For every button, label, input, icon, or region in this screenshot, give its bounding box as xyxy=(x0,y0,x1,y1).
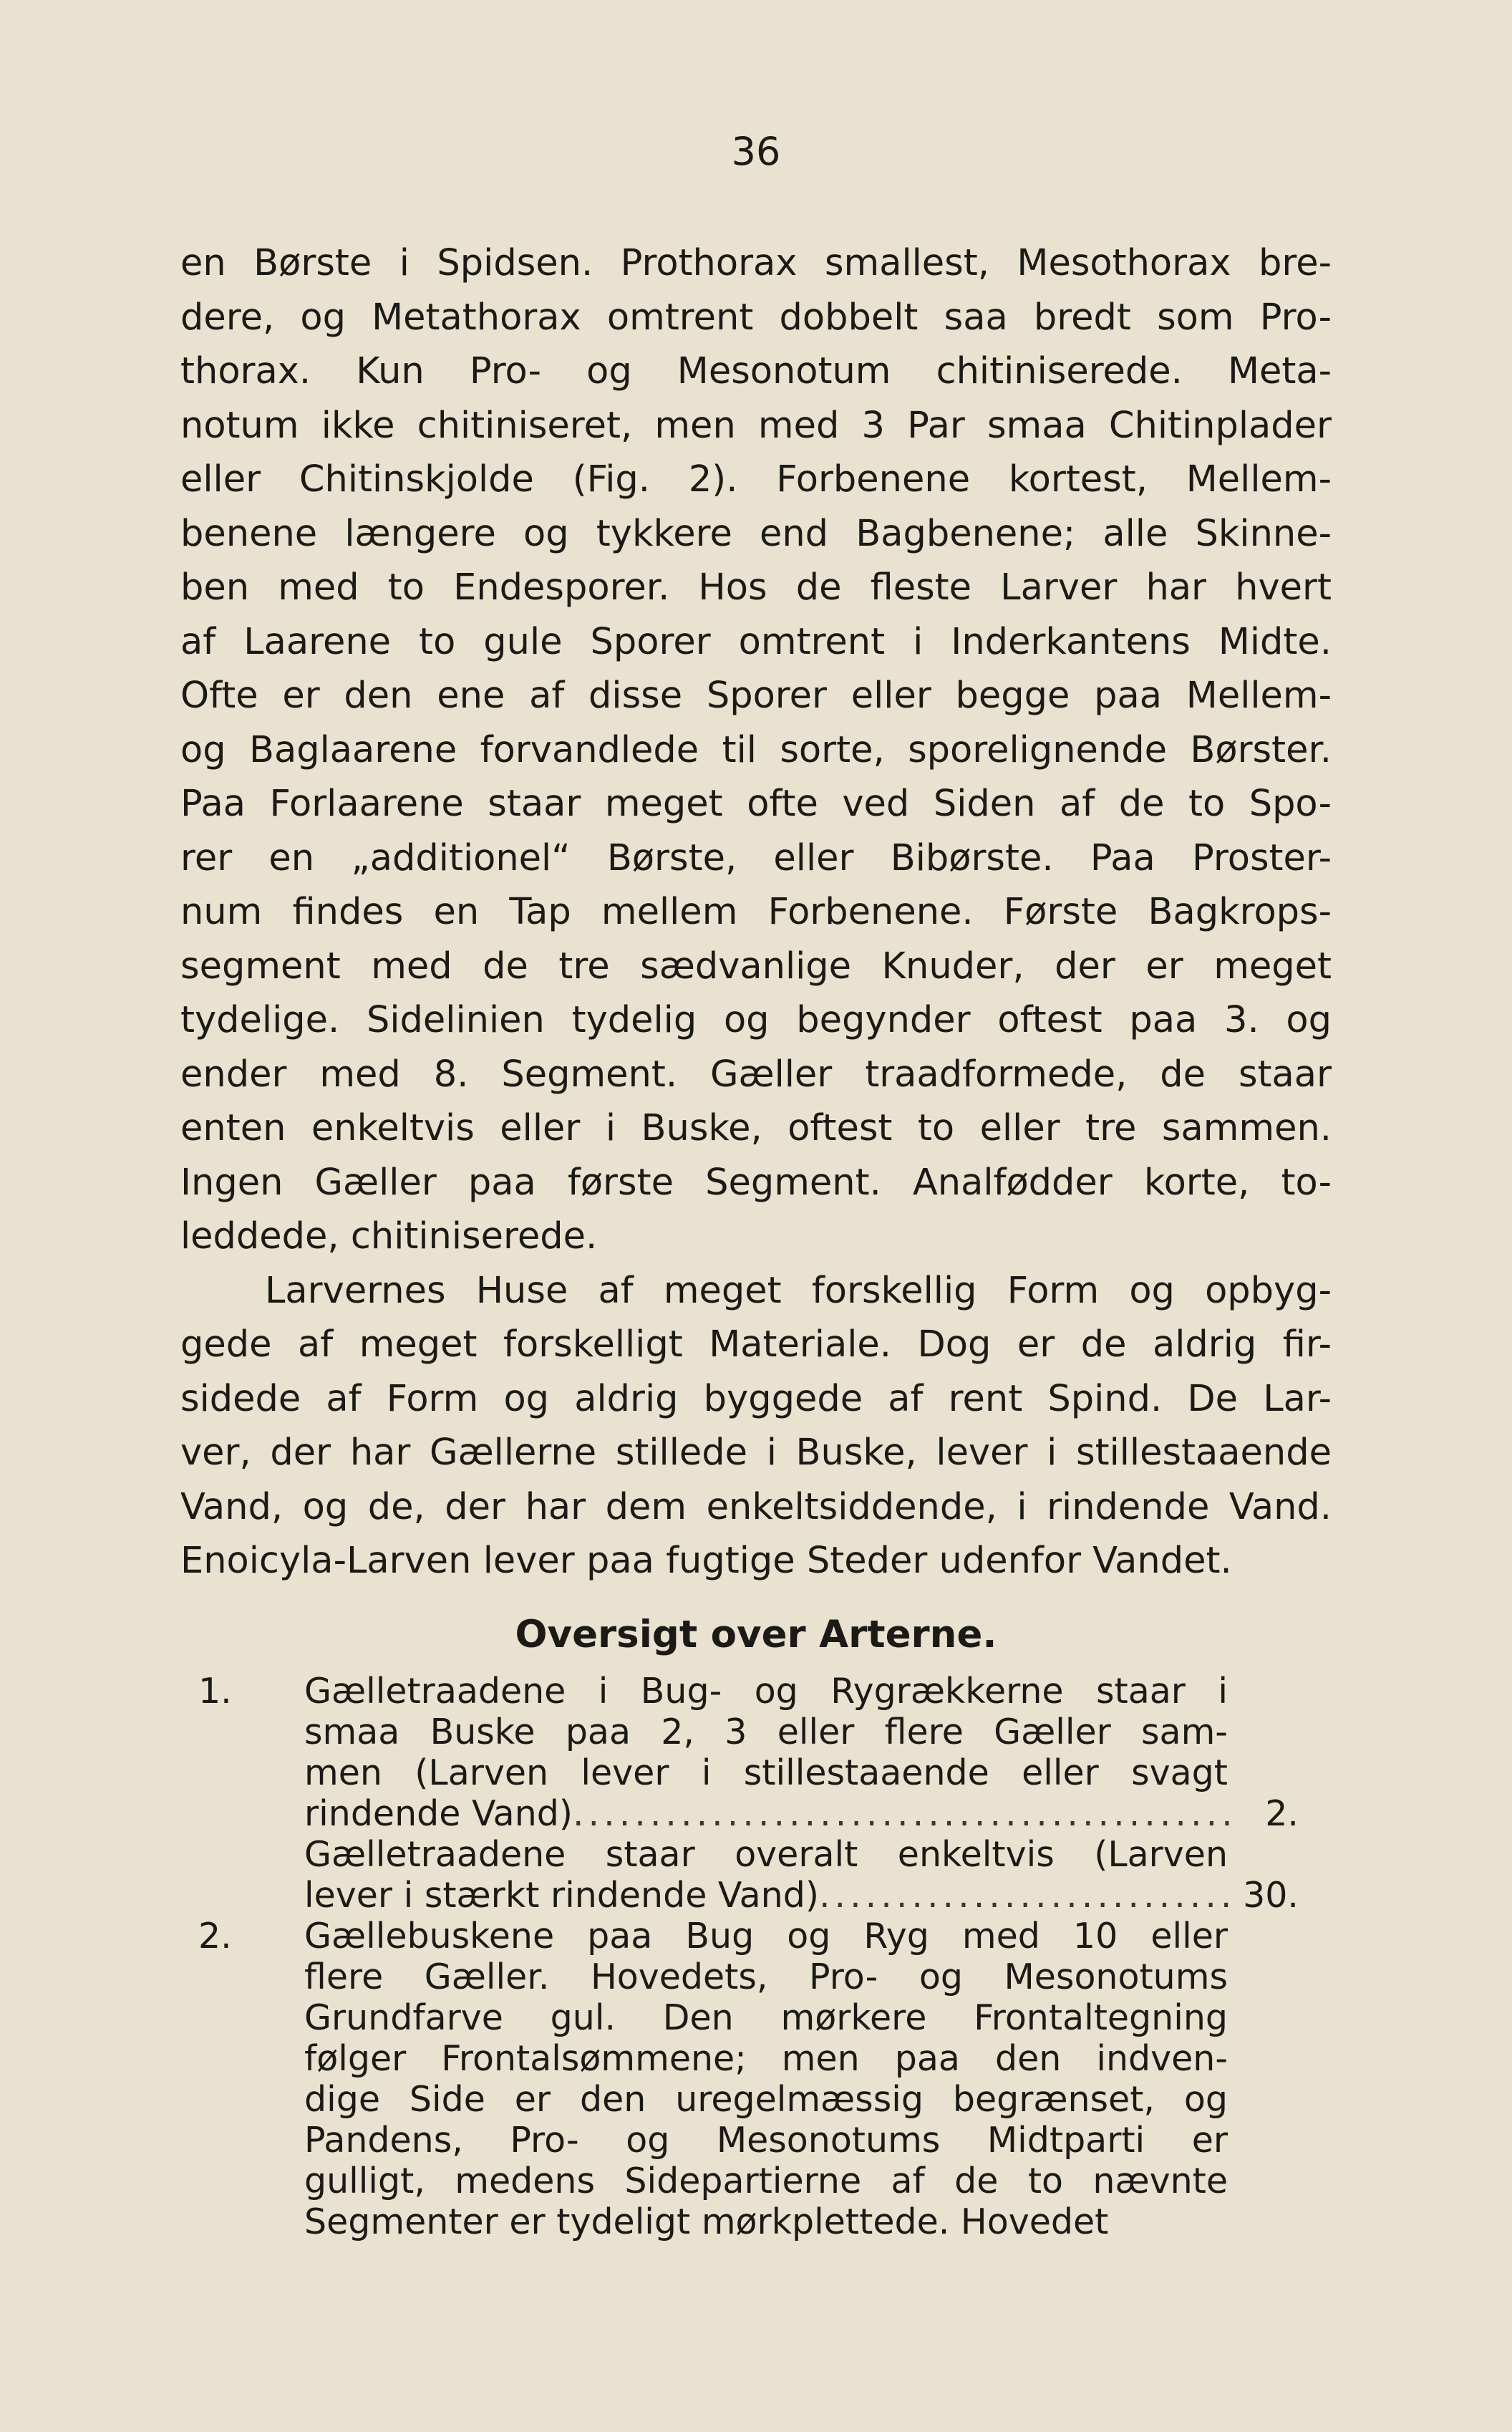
key-line xyxy=(198,1712,1299,1752)
key-text: Pandens, Pro- og Mesonotums Midtparti er xyxy=(304,2120,1228,2161)
text-line: Vand, og de, der har dem enkeltsiddende, i rindende Vand. xyxy=(180,1485,1332,1528)
key-line xyxy=(198,2038,1299,2079)
dot-leader xyxy=(819,1875,1231,1916)
key-text: Gælletraadene i Bug- og Rygrækkerne staar i xyxy=(304,1671,1228,1712)
paragraph xyxy=(180,1264,1332,1588)
key-line xyxy=(198,2079,1299,2120)
key-number: 2. xyxy=(198,1916,232,1956)
key-line xyxy=(198,1834,1299,1875)
key-text: dige Side er den uregelmæssig begrænset, og xyxy=(304,2079,1228,2120)
text-line: num findes en Tap mellem Forbenene. Første Bagkrops- xyxy=(180,891,1332,933)
key-text: Gællebuskene paa Bug og Ryg med 10 eller xyxy=(304,1916,1228,1956)
key-text: flere Gæller. Hovedets, Pro- og Mesonotums xyxy=(304,1956,1228,1997)
page-number: 36 xyxy=(731,129,781,174)
key-lead-wrapper xyxy=(304,1875,1299,1916)
key-line xyxy=(198,1916,1299,1956)
text-line: dere, og Metathorax omtrent dobbelt saa bredt som Pro- xyxy=(180,296,1332,339)
text-line: Ofte er den ene af disse Sporer eller begge paa Mellem- xyxy=(180,675,1332,717)
key-line xyxy=(198,2201,1299,2242)
text-line: Ingen Gæller paa første Segment. Analfødder korte, to- xyxy=(180,1161,1332,1204)
key-line xyxy=(198,1752,1299,1793)
text-line: ver, der har Gællerne stillede i Buske, lever i stillestaaende xyxy=(180,1432,1332,1474)
key-reference: 2. xyxy=(1265,1793,1299,1834)
key-lead-line xyxy=(198,1793,1299,1834)
key-line xyxy=(198,1997,1299,2038)
body-text xyxy=(180,236,1332,1588)
text-line: ender med 8. Segment. Gæller traadformede, de staar xyxy=(180,1053,1332,1096)
text-line: af Laarene to gule Sporer omtrent i Inderkantens Midte. xyxy=(180,620,1332,663)
key-line xyxy=(198,1956,1299,1997)
key-line xyxy=(198,1671,1299,1712)
text-line: tydelige. Sidelinien tydelig og begynder oftest paa 3. og xyxy=(180,999,1332,1041)
text-line: gede af meget forskelligt Materiale. Dog er de aldrig fir- xyxy=(180,1323,1332,1366)
text-line: eller Chitinskjolde (Fig. 2). Forbenene kortest, Mellem- xyxy=(180,458,1332,501)
paragraph xyxy=(180,236,1332,1264)
key-lead-wrapper xyxy=(304,1793,1299,1834)
text-line: thorax. Kun Pro- og Mesonotum chitiniserede. Meta- xyxy=(180,350,1332,392)
key-text: smaa Buske paa 2, 3 eller flere Gæller sam- xyxy=(304,1712,1228,1752)
key-number: 1. xyxy=(198,1671,232,1712)
key-line xyxy=(198,2120,1299,2161)
key-text: gulligt, medens Sidepartierne af de to nævnte xyxy=(304,2161,1228,2201)
text-line: segment med de tre sædvanlige Knuder, der er meget xyxy=(180,945,1332,988)
dot-leader xyxy=(573,1793,1231,1834)
text-line: leddede, chitiniserede. xyxy=(180,1215,598,1258)
text-line: rer en „additionel“ Børste, eller Bibørste. Paa Proster- xyxy=(180,836,1332,879)
key-text: rindende Vand) xyxy=(304,1793,573,1834)
key-text: Gælletraadene staar overalt enkeltvis (Larven xyxy=(304,1834,1228,1875)
key-text: men (Larven lever i stillestaaende eller svagt xyxy=(304,1752,1228,1793)
text-line: en Børste i Spidsen. Prothorax smallest, Mesothorax bre- xyxy=(180,242,1332,284)
key-text: følger Frontalsømmene; men paa den indven- xyxy=(304,2038,1228,2079)
key-reference: 30. xyxy=(1243,1875,1299,1916)
text-line: Paa Forlaarene staar meget ofte ved Siden af de to Spo- xyxy=(180,783,1332,825)
text-line: sidede af Form og aldrig byggede af rent Spind. De Lar- xyxy=(180,1377,1332,1420)
key-text: Segmenter er tydeligt mørkplettede. Hovedet xyxy=(304,2201,1109,2242)
text-line: notum ikke chitiniseret, men med 3 Par smaa Chitinplader xyxy=(180,404,1332,447)
text-line: enten enkeltvis eller i Buske, oftest to eller tre sammen. xyxy=(180,1107,1332,1149)
section-heading: Oversigt over Arterne. xyxy=(515,1613,997,1656)
key-line xyxy=(198,2161,1299,2201)
key-lead-line xyxy=(198,1875,1299,1916)
key-text: Grundfarve gul. Den mørkere Frontaltegning xyxy=(304,1997,1228,2038)
text-line: Enoicyla-Larven lever paa fugtige Steder udenfor Vandet. xyxy=(180,1540,1232,1582)
identification-key xyxy=(198,1671,1299,2242)
text-line: ben med to Endesporer. Hos de fleste Larver har hvert xyxy=(180,566,1332,609)
key-text: lever i stærkt rindende Vand) xyxy=(304,1875,819,1916)
text-line: og Baglaarene forvandlede til sorte, sporelignende Børster. xyxy=(180,728,1332,771)
text-line: benene længere og tykkere end Bagbenene; alle Skinne- xyxy=(180,512,1332,555)
text-line: Larvernes Huse af meget forskellig Form og opbyg- xyxy=(265,1269,1332,1312)
